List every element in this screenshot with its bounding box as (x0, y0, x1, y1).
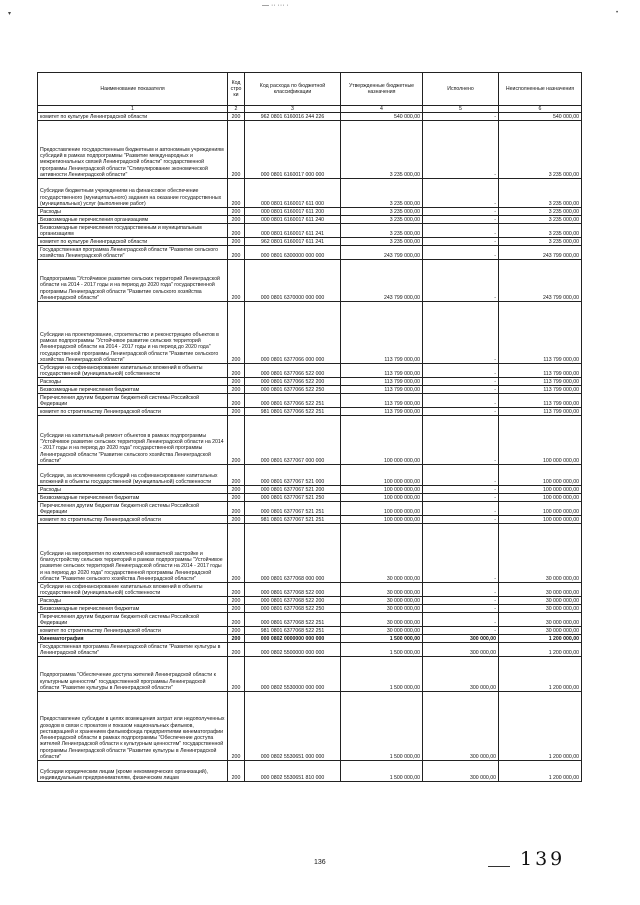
table-row (38, 179, 582, 208)
row-name: Субсидии на мероприятия по комплексной компактной застройке и благоустройству сельских территорий в рамках подпрограммы "Устойчивое развитие сельских территорий Ленинградской области на 2014 - 2017 годы и на период до 2020 года" государственной программы Ленинградской области "Развитие сельского хозяйства Ленинградской области" (38, 524, 228, 583)
scan-mark: ▾ (8, 11, 12, 17)
column-number: 3 (245, 106, 341, 113)
row-budget-code: 000 0801 6160017 000 000 (245, 121, 341, 179)
row-budget-code: 000 0801 6377068 522 251 (245, 613, 341, 627)
row-line-code: 200 (228, 524, 245, 583)
table-row (38, 583, 582, 597)
row-unexecuted: 3 235 000,00 (499, 121, 582, 179)
row-name: комитет по культуре Ленинградской области (38, 238, 228, 246)
row-unexecuted: 3 235 000,00 (499, 208, 582, 216)
row-unexecuted: 243 799 000,00 (499, 260, 582, 302)
page-number: 136 (314, 859, 326, 866)
row-executed: - (423, 260, 499, 302)
scan-mark: • (616, 10, 619, 16)
row-approved: 1 500 000,00 (341, 635, 423, 643)
row-budget-code: 000 0801 6377067 521 200 (245, 486, 341, 494)
row-unexecuted: 113 799 000,00 (499, 386, 582, 394)
row-unexecuted: 113 799 000,00 (499, 364, 582, 378)
row-line-code: 200 (228, 246, 245, 260)
row-unexecuted: 540 000,00 (499, 113, 582, 121)
row-line-code: 200 (228, 657, 245, 692)
row-executed: - (423, 408, 499, 416)
row-approved: 243 799 000,00 (341, 260, 423, 302)
row-name: Безвозмездные перечисления организациям (38, 216, 228, 224)
row-line-code: 200 (228, 597, 245, 605)
table-row (38, 465, 582, 486)
row-unexecuted: 30 000 000,00 (499, 583, 582, 597)
row-name: Перечисления другим бюджетам бюджетной системы Российской Федерации (38, 394, 228, 408)
row-unexecuted: 3 235 000,00 (499, 216, 582, 224)
row-approved: 113 799 000,00 (341, 386, 423, 394)
row-name: Безвозмездные перечисления бюджетам (38, 605, 228, 613)
column-number: 1 (38, 106, 228, 113)
row-budget-code: 000 0801 6377066 522 250 (245, 386, 341, 394)
row-approved: 3 235 000,00 (341, 208, 423, 216)
scan-mark: — ·· ··· · (262, 2, 289, 9)
row-line-code: 200 (228, 216, 245, 224)
row-line-code: 200 (228, 516, 245, 524)
row-approved: 540 000,00 (341, 113, 423, 121)
row-executed: - (423, 386, 499, 394)
table-row (38, 394, 582, 408)
row-name: Предоставление государственным бюджетным и автономным учреждениям субсидий в рамках подпрограммы "Развитие международных и межрегиональных связей Ленинградской области" государственной программы Ленинградской области "Стимулирование экономической активности Ленинградской области" (38, 121, 228, 179)
row-executed: - (423, 605, 499, 613)
row-name: Субсидии на капитальный ремонт объектов в рамках подпрограммы "Устойчивое развитие сельских территорий Ленинградской области на 2014 - 2017 годы и на период до 2020 года" государственной программы Ленинградской области "Развитие сельского хозяйства Ленинградской области" (38, 416, 228, 465)
row-line-code: 200 (228, 179, 245, 208)
table-row (38, 502, 582, 516)
row-name: Безвозмездные перечисления бюджетам (38, 386, 228, 394)
column-number: 4 (341, 106, 423, 113)
row-executed: - (423, 238, 499, 246)
header-approved: Утвержденные бюджетные назначения (341, 73, 423, 106)
row-executed: 300 000,00 (423, 761, 499, 782)
row-name: Субсидии, за исключением субсидий на софинансирование капитальных вложений в объекты государственной (муниципальной) собственности (38, 465, 228, 486)
row-name: комитет по культуре Ленинградской области (38, 113, 228, 121)
row-line-code: 200 (228, 302, 245, 364)
row-approved: 3 235 000,00 (341, 179, 423, 208)
row-line-code: 200 (228, 643, 245, 657)
header-budget-code: Код расхода по бюджетной классификации (245, 73, 341, 106)
row-unexecuted: 100 000 000,00 (499, 502, 582, 516)
row-name: Субсидии на софинансирование капитальных вложений в объекты государственной (муниципальной) собственности (38, 583, 228, 597)
table-row (38, 635, 582, 643)
table-row (38, 208, 582, 216)
table-row (38, 260, 582, 302)
row-budget-code: 000 0801 6370000 000 000 (245, 260, 341, 302)
row-line-code: 200 (228, 260, 245, 302)
row-line-code: 200 (228, 502, 245, 516)
row-line-code: 200 (228, 364, 245, 378)
row-name: Перечисления другим бюджетам бюджетной системы Российской Федерации (38, 613, 228, 627)
row-executed: - (423, 524, 499, 583)
row-executed: - (423, 465, 499, 486)
row-line-code: 200 (228, 208, 245, 216)
row-name: комитет по строительству Ленинградской области (38, 627, 228, 635)
row-budget-code: 000 0801 6160017 611 240 (245, 216, 341, 224)
row-executed: - (423, 597, 499, 605)
row-name: Кинематография (38, 635, 228, 643)
column-number-row (38, 106, 582, 113)
row-budget-code: 000 0801 6377066 522 251 (245, 394, 341, 408)
row-name: комитет по строительству Ленинградской области (38, 516, 228, 524)
row-executed: 300 000,00 (423, 635, 499, 643)
row-approved: 30 000 000,00 (341, 605, 423, 613)
row-unexecuted: 113 799 000,00 (499, 378, 582, 386)
table-row (38, 605, 582, 613)
row-line-code: 200 (228, 416, 245, 465)
table-row (38, 216, 582, 224)
budget-execution-table (37, 72, 582, 782)
row-name: Субсидии бюджетным учреждениям на финансовое обеспечение государственного (муниципального) задания на оказание государственных (муниципальных) услуг (выполнение работ) (38, 179, 228, 208)
row-budget-code: 000 0802 5530651 810 000 (245, 761, 341, 782)
row-name: Расходы (38, 597, 228, 605)
row-approved: 100 000 000,00 (341, 516, 423, 524)
row-unexecuted: 243 799 000,00 (499, 246, 582, 260)
row-executed: - (423, 113, 499, 121)
table-row (38, 494, 582, 502)
row-executed: - (423, 486, 499, 494)
row-name: Перечисления другим бюджетам бюджетной системы Российской Федерации (38, 502, 228, 516)
row-executed: - (423, 378, 499, 386)
row-unexecuted: 30 000 000,00 (499, 524, 582, 583)
table-row (38, 224, 582, 238)
table-row (38, 657, 582, 692)
row-unexecuted: 3 235 000,00 (499, 238, 582, 246)
row-unexecuted: 1 200 000,00 (499, 692, 582, 761)
table-row (38, 121, 582, 179)
row-executed: - (423, 364, 499, 378)
row-line-code: 200 (228, 224, 245, 238)
row-approved: 3 235 000,00 (341, 224, 423, 238)
table-row (38, 613, 582, 627)
row-name: Подпрограмма "Обеспечение доступа жителей Ленинградской области к культурным ценностям" государственной программы Ленинградской области "Развитие культуры в Ленинградской области" (38, 657, 228, 692)
row-unexecuted: 30 000 000,00 (499, 613, 582, 627)
column-number: 6 (499, 106, 582, 113)
row-unexecuted: 1 200 000,00 (499, 761, 582, 782)
row-executed: - (423, 394, 499, 408)
row-budget-code: 000 0801 6160017 611 200 (245, 208, 341, 216)
row-budget-code: 000 0801 6377067 000 000 (245, 416, 341, 465)
table-row (38, 516, 582, 524)
row-approved: 30 000 000,00 (341, 627, 423, 635)
row-line-code: 200 (228, 486, 245, 494)
row-approved: 30 000 000,00 (341, 583, 423, 597)
row-budget-code: 000 0802 5530651 000 000 (245, 692, 341, 761)
row-unexecuted: 113 799 000,00 (499, 408, 582, 416)
row-name: Субсидии юридическим лицам (кроме некоммерческих организаций), индивидуальным предпринимателям, физическим лицам (38, 761, 228, 782)
row-line-code: 200 (228, 613, 245, 627)
row-executed: - (423, 246, 499, 260)
row-executed: - (423, 516, 499, 524)
row-unexecuted: 100 000 000,00 (499, 494, 582, 502)
table-row (38, 486, 582, 494)
row-unexecuted: 100 000 000,00 (499, 516, 582, 524)
row-budget-code: 000 0802 5500000 000 000 (245, 643, 341, 657)
row-name: Подпрограмма "Устойчивое развитие сельских территорий Ленинградской области на 2014 - 2017 годы и на период до 2020 года" государственной программы Ленинградской области "Развитие сельского хозяйства Ленинградской области" (38, 260, 228, 302)
row-budget-code: 000 0801 6300000 000 000 (245, 246, 341, 260)
table-row (38, 627, 582, 635)
row-unexecuted: 30 000 000,00 (499, 627, 582, 635)
row-approved: 243 799 000,00 (341, 246, 423, 260)
table-row (38, 408, 582, 416)
table-row (38, 386, 582, 394)
row-line-code: 200 (228, 605, 245, 613)
header-name: Наименование показателя (38, 73, 228, 106)
table-row (38, 238, 582, 246)
row-budget-code: 000 0801 6377068 522 200 (245, 597, 341, 605)
row-name: Расходы (38, 486, 228, 494)
row-executed: - (423, 613, 499, 627)
row-unexecuted: 30 000 000,00 (499, 597, 582, 605)
row-approved: 1 500 000,00 (341, 692, 423, 761)
row-budget-code: 000 0801 6377068 522 000 (245, 583, 341, 597)
table-row (38, 692, 582, 761)
row-line-code: 200 (228, 386, 245, 394)
row-approved: 30 000 000,00 (341, 597, 423, 605)
row-budget-code: 962 0801 6160016 244 226 (245, 113, 341, 121)
row-name: Безвозмездные перечисления бюджетам (38, 494, 228, 502)
row-line-code: 200 (228, 761, 245, 782)
row-approved: 3 235 000,00 (341, 121, 423, 179)
table-row (38, 113, 582, 121)
row-approved: 113 799 000,00 (341, 408, 423, 416)
table-row (38, 302, 582, 364)
row-executed: - (423, 627, 499, 635)
header-executed: Исполнено (423, 73, 499, 106)
row-budget-code: 000 0801 6377067 521 250 (245, 494, 341, 502)
table-row (38, 597, 582, 605)
row-budget-code: 000 0801 6377068 000 000 (245, 524, 341, 583)
column-number: 5 (423, 106, 499, 113)
row-name: Субсидии на проектирование, строительство и реконструкцию объектов в рамках подпрограммы "Устойчивое развитие сельских территорий Ленинградской области на 2014 - 2017 годы и на период до 2020 года" государственной программы Ленинградской области "Развитие сельского хозяйства Ленинградской области" (38, 302, 228, 364)
row-line-code: 200 (228, 408, 245, 416)
row-budget-code: 981 0801 6377067 521 251 (245, 516, 341, 524)
row-budget-code: 000 0802 0000000 000 000 (245, 635, 341, 643)
row-executed: - (423, 502, 499, 516)
row-approved: 1 500 000,00 (341, 657, 423, 692)
row-line-code: 200 (228, 583, 245, 597)
table-header-row (38, 73, 582, 106)
row-budget-code: 000 0801 6377067 521 000 (245, 465, 341, 486)
row-executed: 300 000,00 (423, 643, 499, 657)
header-unexecuted: Неисполненные назначения (499, 73, 582, 106)
row-name: Расходы (38, 378, 228, 386)
row-approved: 113 799 000,00 (341, 394, 423, 408)
row-budget-code: 000 0801 6160017 611 241 (245, 224, 341, 238)
header-line-code: Код стро ки (228, 73, 245, 106)
page-stamp-number: 139 (520, 848, 566, 870)
row-approved: 113 799 000,00 (341, 364, 423, 378)
row-unexecuted: 1 200 000,00 (499, 643, 582, 657)
row-executed: - (423, 121, 499, 179)
row-name: Предоставление субсидии в целях возмещения затрат или недополученных доходов в связи с прокатом и показом национальных фильмов, реставрацией и хранением фильмофонда предприятиями кинематографии Ленинградской области в рамках подпрограммы "Обеспечение доступа жителей Ленинградской области к культурным ценностям" государственной программы Ленинградской области "Развитие культуры в Ленинградской области" (38, 692, 228, 761)
row-unexecuted: 100 000 000,00 (499, 416, 582, 465)
column-number: 2 (228, 106, 245, 113)
table-row (38, 524, 582, 583)
row-executed: - (423, 494, 499, 502)
row-name: Государственная программа Ленинградской области "Развитие культуры в Ленинградской области" (38, 643, 228, 657)
row-approved: 100 000 000,00 (341, 502, 423, 516)
row-unexecuted: 30 000 000,00 (499, 605, 582, 613)
row-budget-code: 000 0802 5530000 000 000 (245, 657, 341, 692)
row-unexecuted: 3 235 000,00 (499, 224, 582, 238)
row-executed: - (423, 302, 499, 364)
row-name: Безвозмездные перечисления государственным и муниципальным организациям (38, 224, 228, 238)
row-budget-code: 962 0801 6160017 611 241 (245, 238, 341, 246)
row-approved: 30 000 000,00 (341, 524, 423, 583)
row-executed: - (423, 208, 499, 216)
row-budget-code: 000 0801 6160017 611 000 (245, 179, 341, 208)
table-row (38, 761, 582, 782)
row-unexecuted: 113 799 000,00 (499, 394, 582, 408)
row-name: Государственная программа Ленинградской области "Развитие сельского хозяйства Ленинградской области" (38, 246, 228, 260)
row-line-code: 200 (228, 465, 245, 486)
row-line-code: 200 (228, 635, 245, 643)
row-approved: 100 000 000,00 (341, 416, 423, 465)
row-approved: 1 500 000,00 (341, 643, 423, 657)
table-row (38, 643, 582, 657)
row-budget-code: 000 0801 6377066 522 000 (245, 364, 341, 378)
row-line-code: 200 (228, 113, 245, 121)
row-approved: 100 000 000,00 (341, 494, 423, 502)
table-row (38, 378, 582, 386)
row-executed: - (423, 224, 499, 238)
row-approved: 113 799 000,00 (341, 378, 423, 386)
row-approved: 113 799 000,00 (341, 302, 423, 364)
row-executed: - (423, 179, 499, 208)
table-row (38, 246, 582, 260)
row-line-code: 200 (228, 238, 245, 246)
row-name: Субсидии на софинансирование капитальных вложений в объекты государственной (муниципальной) собственности (38, 364, 228, 378)
row-name: Расходы (38, 208, 228, 216)
row-name: комитет по строительству Ленинградской области (38, 408, 228, 416)
row-line-code: 200 (228, 494, 245, 502)
row-budget-code: 000 0801 6377066 000 000 (245, 302, 341, 364)
row-budget-code: 981 0801 6377066 522 251 (245, 408, 341, 416)
row-unexecuted: 1 200 000,00 (499, 635, 582, 643)
row-budget-code: 000 0801 6377066 522 200 (245, 378, 341, 386)
row-budget-code: 000 0801 6377067 521 251 (245, 502, 341, 516)
row-executed: 300 000,00 (423, 692, 499, 761)
row-approved: 1 500 000,00 (341, 761, 423, 782)
row-line-code: 200 (228, 692, 245, 761)
row-line-code: 200 (228, 121, 245, 179)
row-unexecuted: 3 235 000,00 (499, 179, 582, 208)
row-unexecuted: 100 000 000,00 (499, 465, 582, 486)
row-line-code: 200 (228, 627, 245, 635)
row-budget-code: 000 0801 6377068 522 250 (245, 605, 341, 613)
row-executed: - (423, 416, 499, 465)
row-line-code: 200 (228, 394, 245, 408)
table-row (38, 416, 582, 465)
row-unexecuted: 113 799 000,00 (499, 302, 582, 364)
table-row (38, 364, 582, 378)
row-approved: 100 000 000,00 (341, 465, 423, 486)
row-approved: 3 235 000,00 (341, 238, 423, 246)
row-approved: 100 000 000,00 (341, 486, 423, 494)
row-unexecuted: 1 200 000,00 (499, 657, 582, 692)
row-budget-code: 981 0801 6377068 522 251 (245, 627, 341, 635)
row-executed: - (423, 216, 499, 224)
row-approved: 30 000 000,00 (341, 613, 423, 627)
stamp-dash (488, 866, 510, 867)
row-unexecuted: 100 000 000,00 (499, 486, 582, 494)
row-executed: - (423, 583, 499, 597)
row-executed: 300 000,00 (423, 657, 499, 692)
row-approved: 3 235 000,00 (341, 216, 423, 224)
row-line-code: 200 (228, 378, 245, 386)
